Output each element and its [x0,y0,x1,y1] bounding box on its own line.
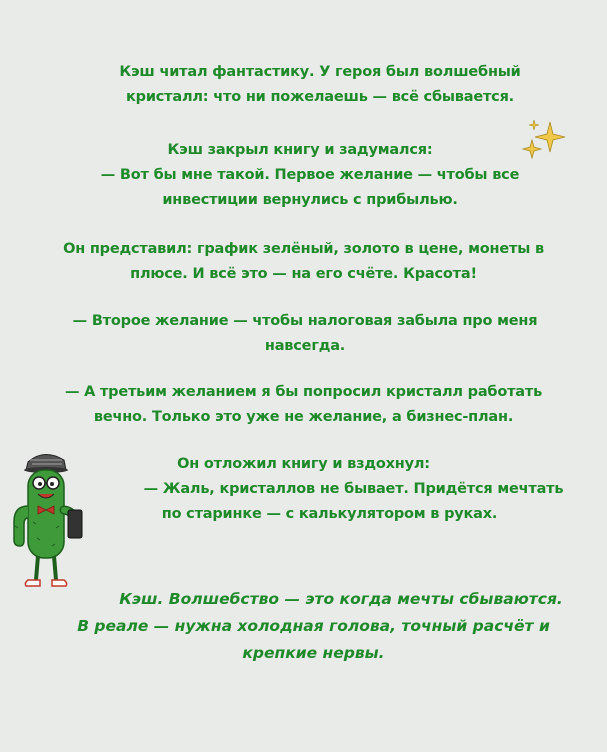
paragraph-line: Он представил: график зелёный, золото в цене, монеты в [63,241,544,257]
paragraph-line: кристалл: что ни пожелаешь — всё сбывается. [126,89,514,105]
paragraph-sigh [60,452,607,527]
paragraph-line: — Вот бы мне такой. Первое желание — чтобы все [100,167,520,183]
paragraph-line: Кэш закрыл книгу и задумался: [167,142,433,158]
moral-text [20,586,607,667]
paragraph-line: Он отложил книгу и вздохнул: [177,456,430,472]
paragraph-line: инвестиции вернулись с прибылью. [162,192,458,208]
cactus-mascot-icon [6,448,96,598]
paragraph-line: по старинке — с калькулятором в руках. [161,506,498,522]
paragraph-line: плюсе. И всё это — на его счёте. Красота! [130,266,477,282]
paragraph-line: Кэш читал фантастику. У героя был волшебный [119,64,521,80]
paragraph-first-wish [10,138,607,213]
moral-line: Кэш. Волшебство — это когда мечты сбываются. [119,590,563,608]
paragraph-intro [40,60,600,110]
paragraph-line: навсегда. [264,338,346,354]
paragraph-line: — Второе желание — чтобы налоговая забыла про меня [72,313,538,329]
paragraph-line: — Жаль, кристаллов не бывает. Придётся мечтать [143,481,564,497]
sparkles-icon [520,118,570,162]
paragraph-third-wish [0,380,607,430]
paragraph-second-wish [10,309,600,359]
moral-line: крепкие нервы. [242,644,385,662]
moral-line: В реале — нужна холодная голова, точный расчёт и [77,617,550,635]
paragraph-line: вечно. Только это уже не желание, а бизнес-план. [93,409,514,425]
paragraph-vision [0,237,607,287]
paragraph-line: — А третьим желанием я бы попросил кристалл работать [64,384,543,400]
